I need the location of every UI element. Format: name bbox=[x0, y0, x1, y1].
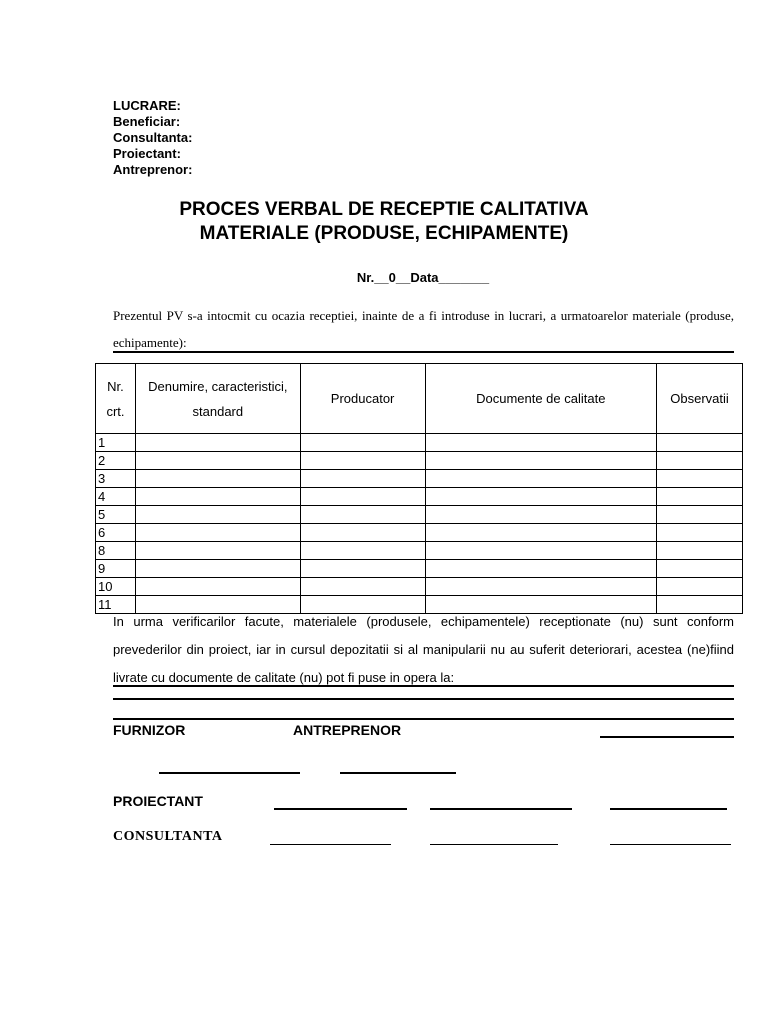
row-number: 9 bbox=[96, 560, 136, 578]
table-cell[interactable] bbox=[425, 578, 657, 596]
label-consultanta: CONSULTANTA bbox=[113, 829, 223, 844]
table-cell[interactable] bbox=[657, 434, 743, 452]
header-fields bbox=[113, 98, 192, 178]
signature-line-proiectant-2 bbox=[430, 808, 572, 810]
table-cell[interactable] bbox=[425, 542, 657, 560]
signature-line-proiectant-3 bbox=[610, 808, 727, 810]
signature-line-consultanta-2 bbox=[430, 844, 558, 845]
row-number: 6 bbox=[96, 524, 136, 542]
table-cell[interactable] bbox=[657, 560, 743, 578]
table-cell[interactable] bbox=[425, 452, 657, 470]
conclusion-paragraph: In urma verificarilor facute, materialele (produsele, echipamentele) receptionate (nu) sunt conform prevederilor din proiect, iar in cursul depozitatii si al manipularii nu au suferit deteriorari, acestea (ne)fiind livrate cu documente de calitate (nu) pot fi puse in opera la: bbox=[113, 614, 734, 685]
table-row bbox=[96, 542, 743, 560]
table-cell[interactable] bbox=[300, 524, 425, 542]
row-number: 2 bbox=[96, 452, 136, 470]
col-denumire: Denumire, caracteristici, standard bbox=[135, 364, 300, 434]
field-lucrare: LUCRARE: bbox=[113, 98, 181, 113]
table-cell[interactable] bbox=[135, 560, 300, 578]
table-header-row bbox=[96, 364, 743, 434]
table-cell[interactable] bbox=[300, 434, 425, 452]
title-line-1: PROCES VERBAL DE RECEPTIE CALITATIVA bbox=[179, 199, 589, 220]
label-proiectant: PROIECTANT bbox=[113, 793, 203, 809]
table-cell[interactable] bbox=[135, 470, 300, 488]
table-cell[interactable] bbox=[135, 542, 300, 560]
table-cell[interactable] bbox=[300, 470, 425, 488]
table-cell[interactable] bbox=[135, 524, 300, 542]
row-number: 10 bbox=[96, 578, 136, 596]
signature-line-antreprenor bbox=[600, 736, 734, 738]
row-number: 4 bbox=[96, 488, 136, 506]
intro-underline bbox=[113, 351, 734, 353]
table-cell[interactable] bbox=[300, 560, 425, 578]
row-number: 11 bbox=[96, 596, 136, 614]
table-cell[interactable] bbox=[135, 488, 300, 506]
table-cell[interactable] bbox=[300, 506, 425, 524]
table-row bbox=[96, 506, 743, 524]
table-row bbox=[96, 434, 743, 452]
row-number: 8 bbox=[96, 542, 136, 560]
field-consultanta: Consultanta: bbox=[113, 130, 193, 145]
field-beneficiar: Beneficiar: bbox=[113, 114, 181, 129]
table-cell[interactable] bbox=[425, 488, 657, 506]
label-furnizor: FURNIZOR bbox=[113, 722, 186, 738]
row-number: 3 bbox=[96, 470, 136, 488]
table-row bbox=[96, 488, 743, 506]
row-number: 1 bbox=[96, 434, 136, 452]
table-row bbox=[96, 560, 743, 578]
table-cell[interactable] bbox=[135, 434, 300, 452]
table-cell[interactable] bbox=[657, 470, 743, 488]
table-cell[interactable] bbox=[300, 542, 425, 560]
fill-line-2 bbox=[113, 698, 734, 700]
intro-paragraph: Prezentul PV s-a intocmit cu ocazia receptiei, inainte de a fi introduse in lucrari, a urmatoarelor materiale (produse, echipamente): bbox=[113, 308, 734, 350]
number-date-line: Nr.__0__Data_______ bbox=[356, 270, 490, 285]
table-cell[interactable] bbox=[657, 506, 743, 524]
field-antreprenor: Antreprenor: bbox=[113, 162, 193, 177]
table-cell[interactable] bbox=[300, 488, 425, 506]
field-proiectant: Proiectant: bbox=[113, 146, 181, 161]
table-cell[interactable] bbox=[657, 578, 743, 596]
table-cell[interactable] bbox=[657, 542, 743, 560]
table-cell[interactable] bbox=[425, 434, 657, 452]
table-cell[interactable] bbox=[135, 452, 300, 470]
table-row bbox=[96, 470, 743, 488]
label-antreprenor: ANTREPRENOR bbox=[293, 722, 402, 738]
table-row bbox=[96, 578, 743, 596]
table-cell[interactable] bbox=[135, 506, 300, 524]
table-row bbox=[96, 452, 743, 470]
table-cell[interactable] bbox=[425, 524, 657, 542]
signature-line-antreprenor-2 bbox=[340, 772, 456, 774]
fill-line-3 bbox=[113, 718, 734, 720]
table-cell[interactable] bbox=[300, 452, 425, 470]
col-producator: Producator bbox=[300, 364, 425, 434]
title-line-2: MATERIALE (PRODUSE, ECHIPAMENTE) bbox=[199, 223, 569, 244]
col-nr-crt: Nr. crt. bbox=[96, 364, 136, 434]
row-number: 5 bbox=[96, 506, 136, 524]
signature-line-proiectant-1 bbox=[274, 808, 407, 810]
table-cell[interactable] bbox=[425, 506, 657, 524]
table-cell[interactable] bbox=[657, 524, 743, 542]
table-cell[interactable] bbox=[657, 488, 743, 506]
table-cell[interactable] bbox=[425, 560, 657, 578]
col-observatii: Observatii bbox=[657, 364, 743, 434]
signature-line-consultanta-3 bbox=[610, 844, 731, 845]
table-cell[interactable] bbox=[657, 452, 743, 470]
table-cell[interactable] bbox=[135, 578, 300, 596]
table-cell[interactable] bbox=[300, 578, 425, 596]
signature-line-furnizor bbox=[159, 772, 300, 774]
col-documente: Documente de calitate bbox=[425, 364, 657, 434]
signature-line-consultanta-1 bbox=[270, 844, 391, 845]
document-title bbox=[0, 198, 768, 246]
materials-table bbox=[95, 363, 743, 614]
fill-line-1 bbox=[113, 685, 734, 687]
table-row bbox=[96, 524, 743, 542]
table-cell[interactable] bbox=[425, 470, 657, 488]
